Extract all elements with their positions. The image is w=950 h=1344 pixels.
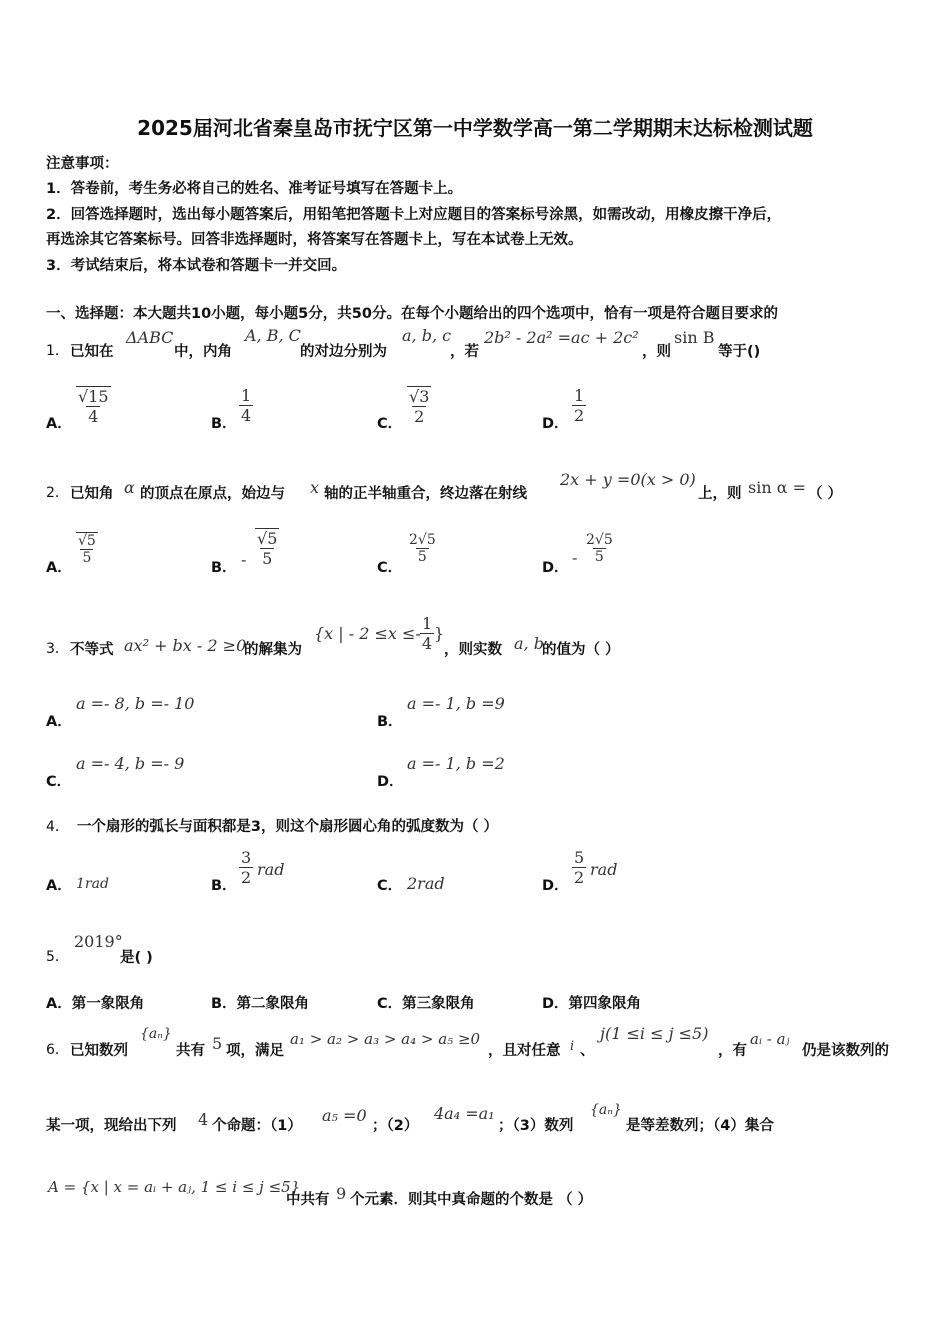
q6-text-7: 仍是该数列的 xyxy=(802,1043,889,1059)
q3-math-set: {x | - 2 ≤x ≤- xyxy=(314,624,421,643)
q5-option-a[interactable]: A．第一象限角 xyxy=(46,996,145,1012)
notice-heading: 注意事项： xyxy=(46,156,119,172)
q6-line3-text-2: 个元素．则其中真命题的个数是 （ ） xyxy=(350,1192,593,1208)
question-number: 1． xyxy=(46,343,69,359)
q6-line2-math-a5: a₅ =0 xyxy=(322,1106,367,1125)
q3-math-ab: a, b xyxy=(514,634,544,653)
question-number: 5． xyxy=(46,949,69,965)
q3-math-fraction: $\frac{1}{4}$ xyxy=(422,614,433,653)
option-label: A． xyxy=(46,714,72,730)
question-number: 2． xyxy=(46,485,69,501)
q6-line2-text-3: ；（2） xyxy=(372,1118,419,1134)
q2-text-1: 已知角 xyxy=(70,486,114,502)
q6-line2-text-4: ；（3）数列 xyxy=(498,1118,574,1134)
option-label: B． xyxy=(211,560,237,576)
q5-math-angle: 2019° xyxy=(74,932,123,951)
question-number: 6． xyxy=(46,1042,69,1058)
q5-option-d[interactable]: D．第四象限角 xyxy=(542,996,642,1012)
q6-line2-math-seq: {aₙ} xyxy=(590,1102,622,1118)
q6-math-diff: aᵢ - aⱼ xyxy=(750,1030,790,1048)
option-label: A． xyxy=(46,416,72,432)
option-label: D． xyxy=(542,416,569,432)
q1-math-sinb: sin B xyxy=(674,328,715,347)
q3-text-4: 的值为（ ） xyxy=(542,642,620,658)
option-text: a =- 1, b =9 xyxy=(407,694,505,713)
option-label: B． xyxy=(211,878,237,894)
q6-math-chain: a₁ > a₂ > a₃ > a₄ > a₅ ≥0 xyxy=(290,1030,481,1048)
notice-item-2b: 再选涂其它答案标号。回答非选择题时，将答案写在答题卡上，写在本试卷上无效。 xyxy=(46,232,583,248)
option-label: A． xyxy=(46,878,72,894)
option-label: C． xyxy=(377,560,403,576)
option-fraction: $\frac{1}{2}$ xyxy=(574,386,585,425)
q5-option-b[interactable]: B．第二象限角 xyxy=(211,996,310,1012)
q2-text-2: 的顶点在原点，始边与 xyxy=(140,486,285,502)
option-label: D． xyxy=(542,878,569,894)
option-fraction: $\frac{3}{2}$ xyxy=(241,848,252,887)
option-sign: - xyxy=(241,550,247,569)
notice-item-3: 3．考试结束后，将本试卷和答题卡一并交回。 xyxy=(46,258,347,274)
option-fraction: $\frac{5}{2}$ xyxy=(574,848,585,887)
question-number: 3． xyxy=(46,641,69,657)
q6-math-5: 5 xyxy=(212,1034,223,1053)
q2-math-sin: sin α = xyxy=(748,478,807,497)
page-title: 2025届河北省秦皇岛市抚宁区第一中学数学高一第二学期期末达标检测试题 xyxy=(137,116,813,140)
q2-math-alpha: α xyxy=(124,478,135,497)
q6-text-2: 共有 xyxy=(176,1043,205,1059)
option-fraction: $\frac{√3}{2}$ xyxy=(409,387,430,426)
option-label: C． xyxy=(377,416,403,432)
q6-line2-text-1: 某一项，现给出下列 xyxy=(46,1118,177,1134)
option-label: C． xyxy=(46,774,72,790)
q6-line3-math-9: 9 xyxy=(336,1184,347,1203)
option-unit: rad xyxy=(590,860,618,879)
option-label: B． xyxy=(377,714,403,730)
q3-text-3: ，则实数 xyxy=(444,642,502,658)
option-unit: rad xyxy=(257,860,285,879)
option-fraction: $\frac{2√5}{5}$ xyxy=(409,532,436,565)
q1-text-2: 中，内角 xyxy=(174,344,232,360)
q2-text-3: 轴的正半轴重合，终边落在射线 xyxy=(324,486,527,502)
section-heading: 一、选择题：本大题共10小题，每小题5分，共50分。在每个小题给出的四个选项中，恰有一项是符合题目要求的 xyxy=(46,306,778,322)
option-text: 2rad xyxy=(407,874,445,893)
q1-math-triangle: ΔABC xyxy=(126,328,174,347)
q1-math-sides: a, b, c xyxy=(402,326,452,345)
q6-line3-math-set: A = {x | x = aᵢ + aⱼ, 1 ≤ i ≤ j ≤5} xyxy=(48,1178,301,1196)
q6-text-4: ，且对任意 xyxy=(488,1043,561,1059)
q3-text-1: 不等式 xyxy=(70,642,114,658)
option-label: B． xyxy=(211,416,237,432)
option-fraction: $\frac{√5}{5}$ xyxy=(257,529,278,568)
option-fraction: $\frac{√15}{4}$ xyxy=(78,387,109,426)
q6-line2-text-2: 个命题：（1） xyxy=(212,1118,302,1134)
q3-math-inequality: ax² + bx - 2 ≥0 xyxy=(124,636,247,655)
option-text: 1rad xyxy=(76,876,109,892)
q6-math-i: i xyxy=(570,1039,575,1054)
q6-line2-math-4: 4 xyxy=(198,1110,209,1129)
option-sign: - xyxy=(572,548,578,567)
q6-text-6: ，有 xyxy=(718,1043,747,1059)
option-fraction: $\frac{2√5}{5}$ xyxy=(586,532,613,565)
q6-line2-math-a4: 4a₄ =a₁ xyxy=(434,1104,495,1123)
q2-math-x: x xyxy=(310,478,320,497)
option-text: a =- 8, b =- 10 xyxy=(76,694,195,713)
q1-text-1: 已知在 xyxy=(70,344,114,360)
q6-math-seq: {aₙ} xyxy=(140,1026,172,1042)
option-label: C． xyxy=(377,878,403,894)
q1-text-3: 的对边分别为 xyxy=(300,344,387,360)
q6-text-5: 、 xyxy=(580,1043,595,1059)
q5-option-c[interactable]: C．第三象限角 xyxy=(377,996,475,1012)
q1-text-5: ，则 xyxy=(642,344,671,360)
q2-text-5: （ ） xyxy=(808,486,843,502)
option-text: a =- 1, b =2 xyxy=(407,754,505,773)
notice-item-1: 1．答卷前，考生务必将自己的姓名、准考证号填写在答题卡上。 xyxy=(46,181,463,197)
q6-math-ij: j(1 ≤i ≤ j ≤5) xyxy=(600,1024,709,1043)
q1-math-angles: A, B, C xyxy=(245,326,301,345)
q2-text-4: 上，则 xyxy=(698,486,742,502)
option-label: D． xyxy=(542,560,569,576)
option-fraction: $\frac{√5}{5}$ xyxy=(78,533,96,566)
option-label: A． xyxy=(46,560,72,576)
q6-line2-text-5: 是等差数列；（4）集合 xyxy=(626,1118,774,1134)
q4-text: 一个扇形的弧长与面积都是3，则这个扇形圆心角的弧度数为（ ） xyxy=(76,819,499,835)
q3-math-brace: } xyxy=(434,624,445,643)
q6-text-3: 项，满足 xyxy=(226,1043,284,1059)
q2-math-ray: 2x + y =0(x > 0) xyxy=(560,470,696,489)
q1-text-4: ，若 xyxy=(450,344,479,360)
q5-text: 是( ) xyxy=(120,950,153,966)
notice-item-2a: 2．回答选择题时，选出每小题答案后，用铅笔把答题卡上对应题目的答案标号涂黑，如需改动，用橡皮擦干净后， xyxy=(46,207,782,223)
option-label: D． xyxy=(377,774,404,790)
q3-text-2: 的解集为 xyxy=(244,642,302,658)
q1-text-6: 等于() xyxy=(718,344,761,360)
option-fraction: $\frac{1}{4}$ xyxy=(241,386,252,425)
option-text: a =- 4, b =- 9 xyxy=(76,754,185,773)
question-4-stem xyxy=(46,815,498,836)
q6-line3-text-1: 中共有 xyxy=(286,1192,330,1208)
q6-text-1: 已知数列 xyxy=(70,1043,128,1059)
question-number: 4． xyxy=(46,819,69,835)
q1-math-equation: 2b² - 2a² =ac + 2c² xyxy=(484,328,639,347)
